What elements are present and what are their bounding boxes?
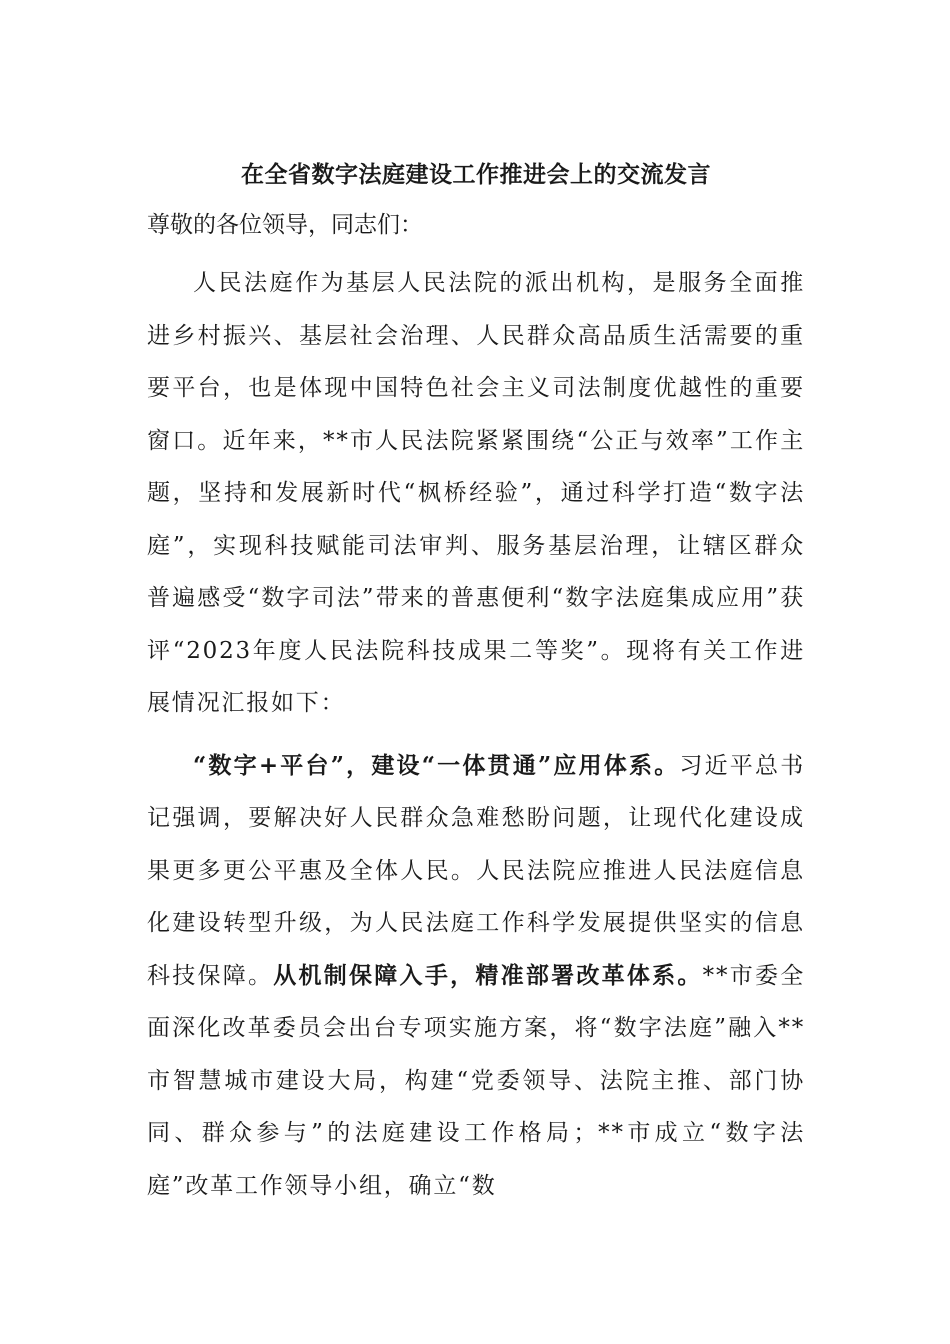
section-text-continued: **市委全面深化改革委员会出台专项实施方案，将“数字法庭”融入**市智慧城市建设大局，构建“党委领导、法院主推、部门协同、群众参与”的法庭建设工作格局；**市成立“数字法庭”改革工作领导小组，确立“数 [147, 962, 806, 1199]
section-text: 习近平总书记强调，要解决好人民群众急难愁盼问题，让现代化建设成果更多更公平惠及全体人民。人民法院应推进人民法庭信息化建设转型升级，为人民法庭工作科学发展提供坚实的信息科技保障。 [147, 752, 805, 989]
section-subheading: 从机制保障入手，精准部署改革体系。 [273, 961, 703, 989]
document-page [147, 150, 805, 1212]
section-heading: “数字+平台”，建设“一体贯通”应用体系。 [193, 751, 680, 779]
document-title: 在全省数字法庭建设工作推进会上的交流发言 [241, 161, 711, 188]
salutation: 尊敬的各位领导，同志们： [147, 212, 423, 238]
paragraph-intro: 人民法庭作为基层人民法院的派出机构，是服务全面推进乡村振兴、基层社会治理、人民群众高品质生活需要的重要平台，也是体现中国特色社会主义司法制度优越性的重要窗口。近年来，**市人民法院紧紧围绕“公正与效率”工作主题，坚持和发展新时代“枫桥经验”，通过科学打造“数字法庭”，实现科技赋能司法审判、服务基层治理，让辖区群众普遍感受“数字司法”带来的普惠便利“数字法庭集成应用”获评“2023年度人民法院科技成果二等奖”。现将有关工作进展情况汇报如下： [147, 270, 805, 716]
paragraph-section-1 [147, 740, 805, 1213]
